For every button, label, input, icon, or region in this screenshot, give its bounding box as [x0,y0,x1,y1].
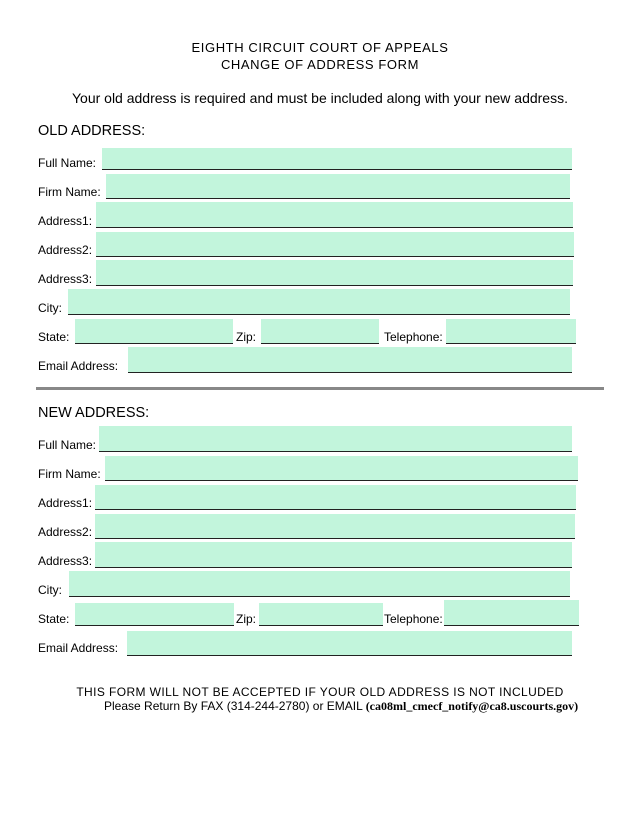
form-title: CHANGE OF ADDRESS FORM [220,57,420,72]
new-email-input[interactable] [127,631,572,656]
new-city-input[interactable] [69,571,570,597]
new-zip-input[interactable] [259,603,383,626]
new-address3-label: Address3: [38,554,93,568]
instruction-text: Your old address is required and must be included along with your new address. [71,90,568,106]
old-city-input[interactable] [68,289,570,315]
new-address1-label: Address1: [38,496,93,510]
return-fax-text: Please Return By FAX (314-244-2780) or EMAIL [104,699,366,713]
new-telephone-label: Telephone: [384,612,443,626]
old-address2-label: Address2: [38,243,93,257]
new-telephone-input[interactable] [444,600,579,626]
old-state-input[interactable] [75,319,233,344]
old-zip-label: Zip: [236,330,257,344]
old-telephone-input[interactable] [446,319,576,344]
old-full-name-label: Full Name: [38,156,97,170]
old-telephone-label: Telephone: [384,330,443,344]
old-state-label: State: [38,330,70,344]
old-address3-input[interactable] [96,260,573,286]
new-firm-name-label: Firm Name: [38,467,101,481]
old-full-name-input[interactable] [102,148,572,170]
new-state-label: State: [38,612,70,626]
new-city-label: City: [38,583,62,597]
old-address1-label: Address1: [38,214,93,228]
return-instructions [104,699,578,714]
section-divider [36,387,604,390]
old-address2-input[interactable] [96,232,574,257]
form-title-court: EIGHTH CIRCUIT COURT OF APPEALS [191,40,449,55]
old-address3-label: Address3: [38,272,93,286]
new-firm-name-input[interactable] [105,456,578,481]
old-address1-input[interactable] [96,202,573,228]
old-firm-name-input[interactable] [106,174,570,199]
new-address2-input[interactable] [95,514,575,539]
new-full-name-label: Full Name: [38,438,97,452]
new-full-name-input[interactable] [99,426,572,452]
new-email-label: Email Address: [38,641,119,655]
new-state-input[interactable] [75,603,234,626]
old-address-heading: OLD ADDRESS: [38,123,146,139]
old-email-input[interactable] [128,347,572,373]
old-email-label: Email Address: [38,359,119,373]
new-address1-input[interactable] [95,485,576,510]
old-zip-input[interactable] [261,319,379,344]
new-address-heading: NEW ADDRESS: [38,405,150,421]
return-email-link[interactable]: (ca08ml_cmecf_notify@ca8.uscourts.gov) [365,699,579,713]
old-city-label: City: [38,301,62,315]
acceptance-notice: THIS FORM WILL NOT BE ACCEPTED IF YOUR OLD ADDRESS IS NOT INCLUDED [76,685,564,699]
new-address3-input[interactable] [95,542,572,568]
new-address2-label: Address2: [38,525,93,539]
old-firm-name-label: Firm Name: [38,185,101,199]
new-zip-label: Zip: [236,612,257,626]
